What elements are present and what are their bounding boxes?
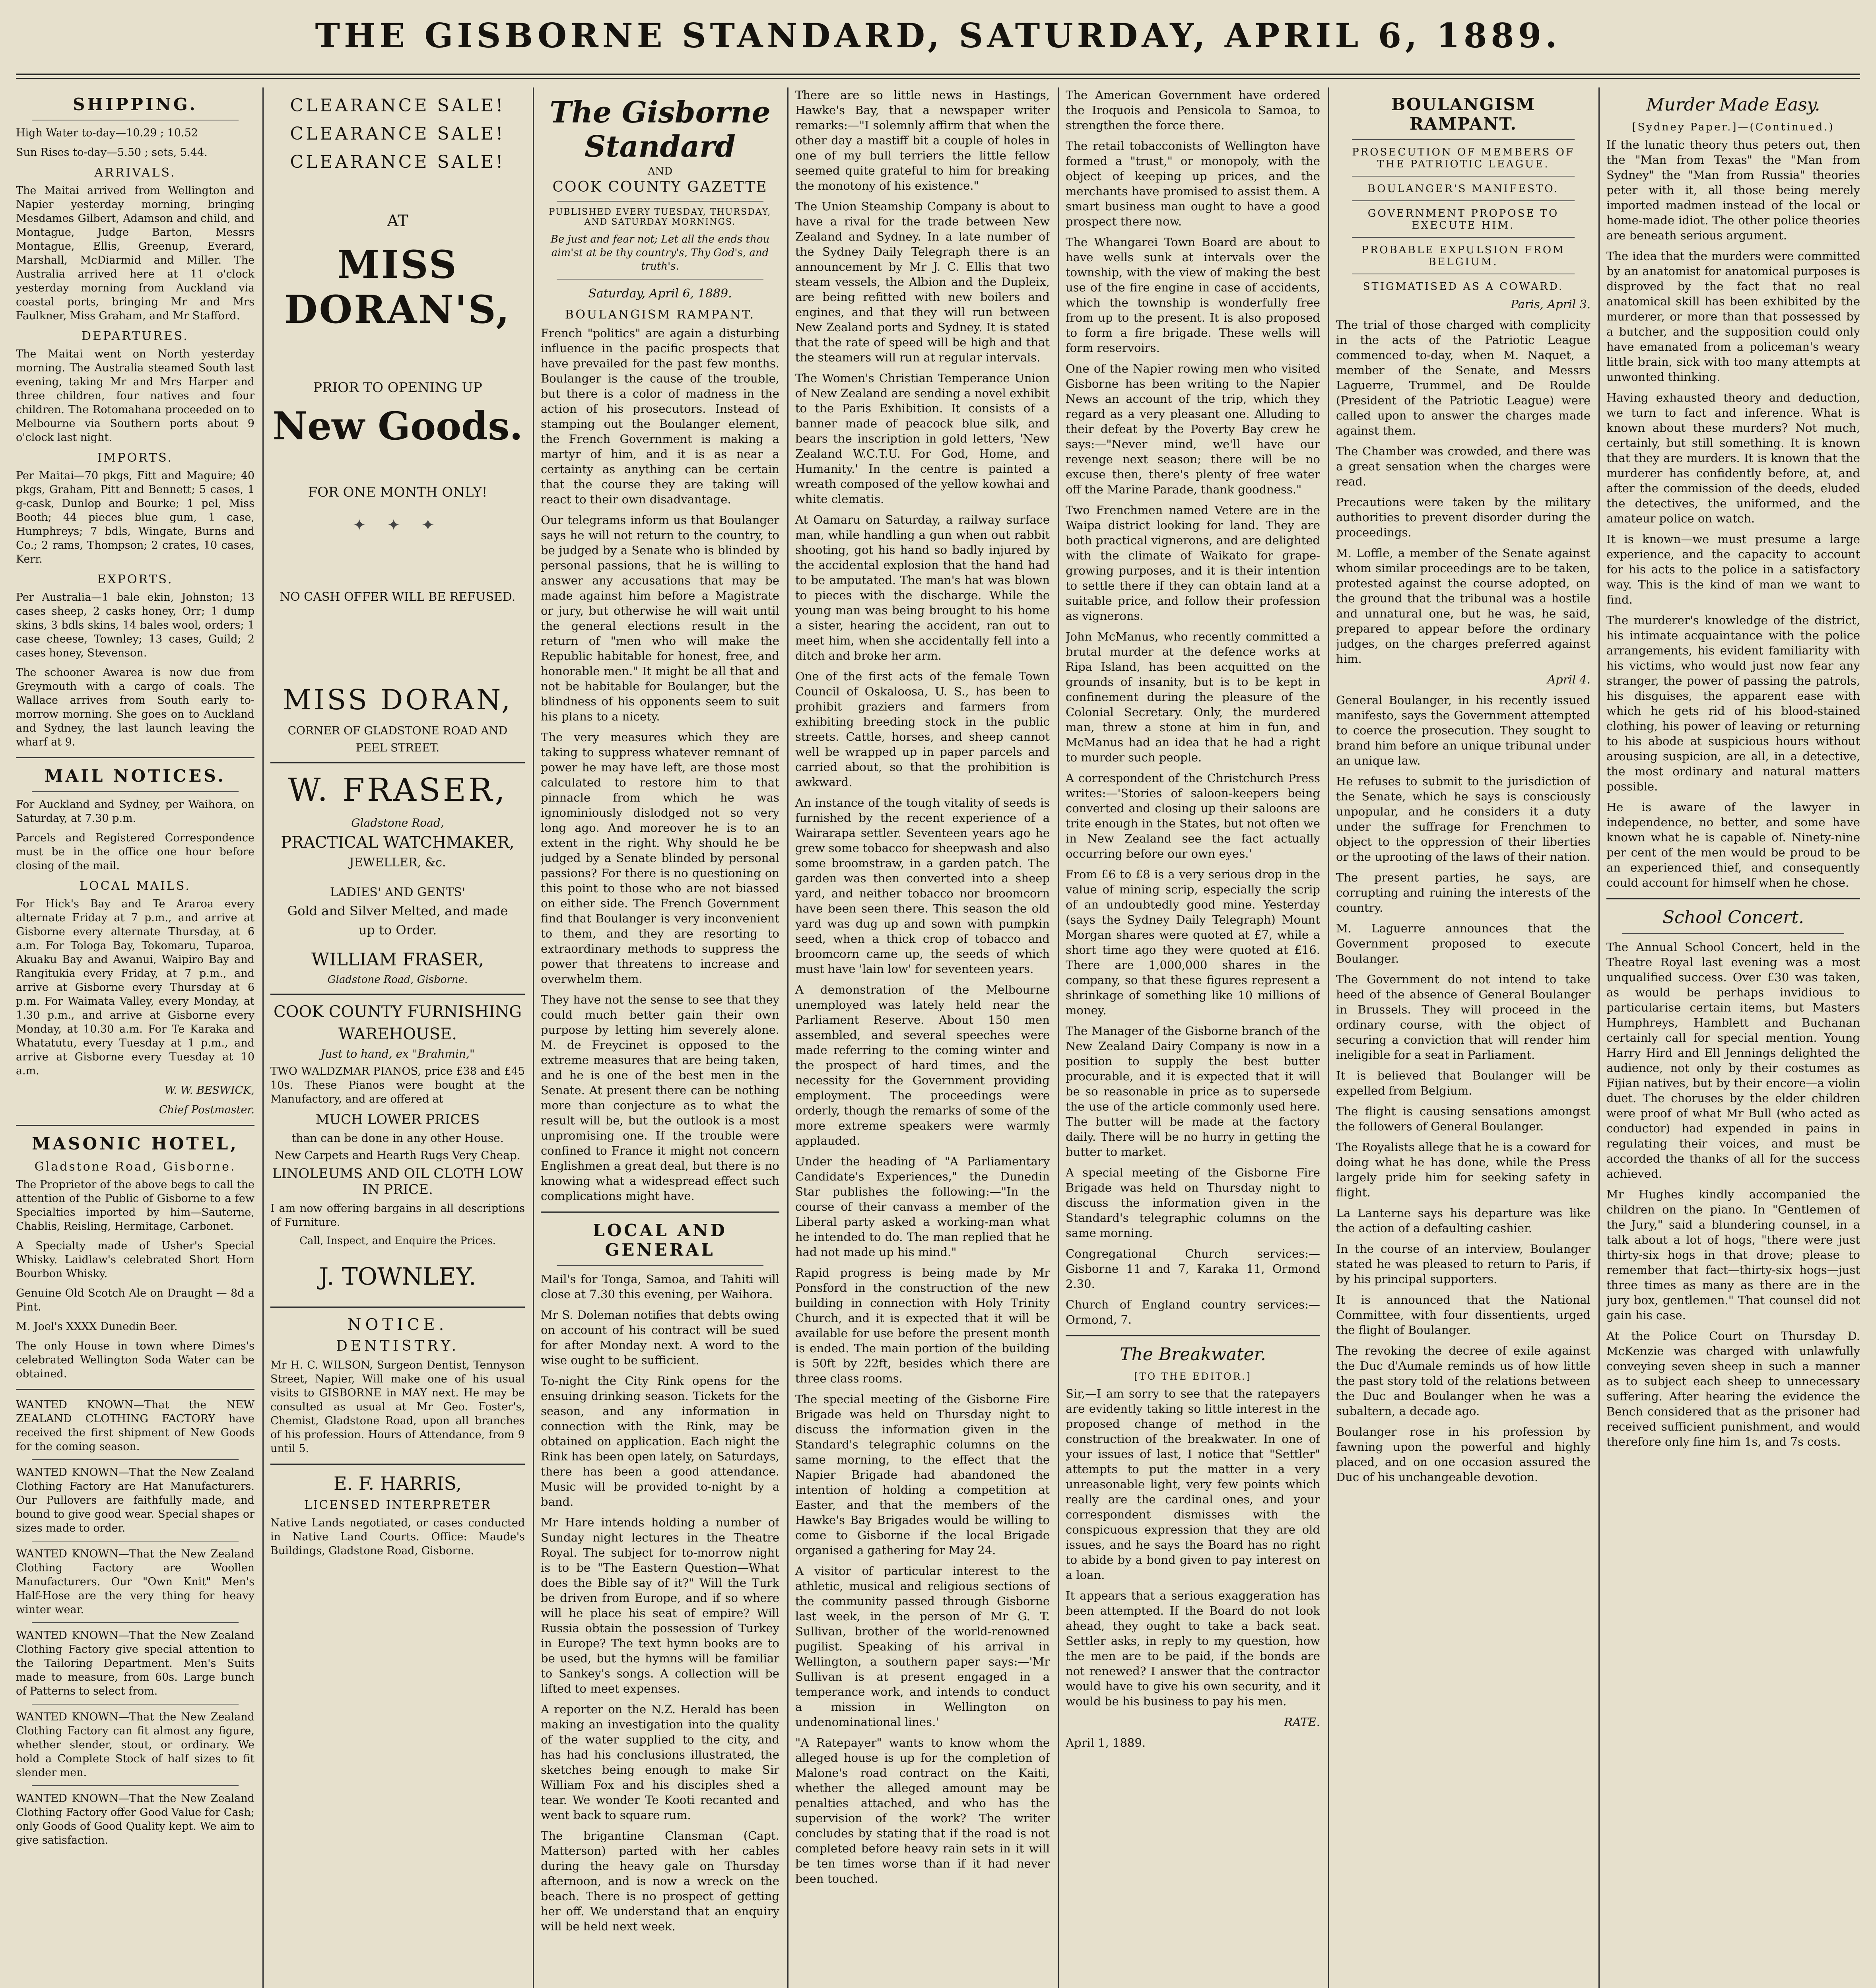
breakwater-letter-2: It appears that a serious exaggeration has been attempted. If the Board do not look ahead, they ought to take a back seat. Settler asks, in reply to my question, how the men are to be paid, if the bonds are not renewed? I answer that the contractor would have to give his own security, and it would be his business to pay his men. (1066, 1589, 1320, 1708)
local-item-5: A reporter on the N.Z. Herald has been making an investigation into the quality of the water supplied to the city, and has had his conclusions illustrated, the sketches being enough to make Sir William Fox and his disciples shed a tear. We wonder Te Kooti recanted and went back to square rum. (541, 1703, 779, 1822)
boulangism-para-8: M. Laguerre announces that the Government proposed to execute Boulanger. (1336, 922, 1591, 965)
miss-dorans-heading: MISS DORAN'S, (284, 242, 511, 332)
news-item-5: One of the first acts of the female Town Council of Oskaloosa, U. S., has been to prohibit graziers and farmers from exhibiting breeding stock in the public streets. Cattle, horses, and sheep cannot well be wrapped up in paper parcels and carried about, so that the prohibition is awkward. (795, 670, 1050, 789)
jeweller-line: JEWELLER, &c. (349, 856, 446, 870)
wanted-ad-1: WANTED KNOWN—That the NEW ZEALAND CLOTHING FACTORY have received the first shipment of New Goods for the coming season. (16, 1399, 254, 1453)
news-item-6: An instance of the tough vitality of seeds is furnished by the recent experience of a Wairarapa settler. Seventeen years ago he grew some tobacco for sheepwash and also some broomstraw, in a garden patch. The garden was then converted into a sheep yard, and neither tobacco nor broomcorn have been seen there. This season the old yard was dug up and sown with pumpkin seed, when a thick crop of tobacco and broomcorn came up, the seeds of which must have 'lain low' for seventeen years. (795, 796, 1050, 976)
clearance-sale-3: CLEARANCE SALE! (290, 152, 505, 172)
notice-heading: NOTICE. (347, 1316, 448, 1334)
soda-text: The only House in town where Dimes's celebrated Wellington Soda Water can be obtained. (16, 1340, 254, 1380)
much-lower-prices: MUCH LOWER PRICES (315, 1112, 480, 1128)
boulangism-sub-5: STIGMATISED AS A COWARD. (1363, 281, 1564, 293)
issue-date: Saturday, April 6, 1889. (588, 287, 732, 301)
local-item-3: To-night the City Rink opens for the ensuing drinking season. Tickets for the season, and any information in connection with the Rink, may be obtained on application. Each night the Rink has been open lately, on Saturdays, there has been a good attendance. Music will be provided to-night by a band. (541, 1374, 779, 1508)
william-fraser-name: WILLIAM FRASER, (311, 949, 484, 970)
news-item-21: The Manager of the Gisborne branch of the New Zealand Dairy Company is now in a position to supply the best butter procurable, and it is expected that it will be so reasonable in price as to supersede the use of the article commonly used here. The butter will be made at the factory daily. There will be no hurry in getting the butter to market. (1066, 1024, 1320, 1159)
news-item-16: One of the Napier rowing men who visited Gisborne has been writing to the Napier News an account of the trip, which they regard as a very pleasant one. Alluding to their defeat by the Poverty Bay crew he says:—"Never mind, we'll have our revenge next season; there will be no excuse then, there's plenty of free water off the Marine Parade, thank goodness." (1066, 362, 1320, 496)
boulangism-sub-2: BOULANGER'S MANIFESTO. (1367, 183, 1559, 195)
clearance-sale-2: CLEARANCE SALE! (290, 124, 505, 144)
pianos-text: TWO WALDZMAR PIANOS, price £38 and £45 10s. These Pianos were bought at the Manufactory, and are offered at (270, 1065, 525, 1105)
column-news-2 (1066, 87, 1320, 1988)
published-line: PUBLISHED EVERY TUESDAY, THURSDAY, AND SATURDAY MORNINGS. (549, 207, 771, 227)
column-editorial (541, 87, 779, 1988)
fraser-address-2: Gladstone Road, Gisborne. (327, 974, 468, 986)
column-divider (262, 87, 264, 1988)
news-item-8: Under the heading of "A Parliamentary Candidate's Experiences," the Dunedin Star publishes the following:—"In the course of their canvass a member of the Liberal party asked a working-man what he intended to do. The man replied that he had not made up his mind." (795, 1155, 1050, 1259)
murder-para-1: If the lunatic theory thus peters out, then the "Man from Texas" the "Man from Sydney" the "Man from Russia" theories peter with it, all those being merely imported madmen instead of the local or home-made idiot. The other police theories are beneath serious argument. (1606, 138, 1860, 242)
boulangism-para-6: He refuses to submit to the jurisdiction of the Senate, which he says is consciously unpopular, and he considers it a duty under the suffrage for Frenchmen to object to the oppression of their liberties or the uprooting of the laws of their nation. (1336, 775, 1591, 864)
dateline-april-4: April 4. (1547, 673, 1591, 686)
arrivals-text: The Maitai arrived from Wellington and Napier yesterday morning, bringing Mesdames Gilbert, Adamson and child, and Montague, Judge Barton, Messrs Montague, Ellis, Greenup, Everard, Marshall, McDiarmid and Miller. The Australia arrived here at 11 o'clock yesterday morning from Auckland via coastal ports, bringing Mr and Mrs Faulkner, Miss Graham, and Mr Stafford. (16, 184, 254, 322)
miss-doran-name: MISS DORAN, (282, 683, 513, 716)
boulangism-para-12: The Royalists allege that he is a coward for doing what he has done, while the Press largely pride him for seeking safety in flight. (1336, 1140, 1591, 1199)
linoleums-line: LINOLEUMS AND OIL CLOTH LOW IN PRICE. (272, 1166, 523, 1198)
column-divider (787, 87, 788, 1988)
interpreter-line: LICENSED INTERPRETER (304, 1498, 491, 1512)
news-item-19: A correspondent of the Christchurch Press writes:—'Stories of saloon-keepers being converted and closing up their saloons are trite enough in the States, but not often we in New Zealand see the fact actually occurring before our own eyes.' (1066, 771, 1320, 860)
mail-notice-2: Parcels and Registered Correspondence must be in the office one hour before closing of the mail. (16, 832, 254, 872)
column-divider (1058, 87, 1059, 1988)
to-the-editor: [TO THE EDITOR.] (1134, 1371, 1252, 1382)
editorial-para-4: They have not the sense to see that they could much better gain their own purpose by letting him severely alone. M. de Freycinet is opposed to the extreme measures that are being taken, and he is one of the best men in the Senate. At present there can be nothing more than conjecture as to what the result will be, but the outlook is a most unpromising one. If the trouble were confined to France it might not concern Englishmen a great deal, but there is no knowing what a widespread effect such complications might have. (541, 993, 779, 1203)
anglican-services: Church of England country services:—Ormond, 7. (1066, 1298, 1320, 1326)
new-goods-heading: New Goods. (272, 404, 523, 448)
boulangism-para-11: The flight is causing sensations amongst the followers of General Boulanger. (1336, 1105, 1591, 1133)
just-landed: Just to hand, ex "Brahmin," (320, 1047, 475, 1060)
than-any-house: than can be done in any other House. (291, 1132, 504, 1145)
imports-heading: IMPORTS. (97, 451, 173, 465)
editorial-para-2: Our telegrams inform us that Boulanger says he will not return to the country, to be judged by a Senate who is blinded by personal passions, that he is willing to answer any accusations that may be made against him before a Magistrate or jury, but otherwise he will wait until the general elections result in the return of "men who will make the Republic habitable for honest, free, and honorable men." It might be all that and not be habitable for Boulanger, but the blindness of his opponents seem to suit his plans to a nicety. (541, 513, 779, 723)
warehouse-heading: WAREHOUSE. (338, 1025, 457, 1043)
tide-line: High Water to-day—10.29 ; 10.52 (16, 127, 198, 139)
paper-motto: Be just and fear not; Let all the ends thou aim'st at be thy country's, Thy God's, and truth's. (550, 233, 770, 272)
boulangism-para-14: In the course of an interview, Boulanger stated he was pleased to return to Paris, if by his principal supporters. (1336, 1242, 1591, 1286)
murder-para-5: The murderer's knowledge of the district, his intimate acquaintance with the police arrangements, his evident familiarity with his victims, who would just now fear any stranger, the power of passing the patrols, his disguises, the apparent ease with which he gets rid of his blood-stained clothing, his power of leaving or returning to his abode at suspicious hours without arousing suspicion, are all, in a detective, the most ordinary and natural matters possible. (1606, 613, 1860, 793)
column-shipping (16, 87, 254, 1988)
clearance-sale-1: CLEARANCE SALE! (290, 95, 505, 116)
mail-notice-1: For Auckland and Sydney, per Waihora, on Saturday, at 7.30 p.m. (16, 798, 254, 825)
news-item-18: John McManus, who recently committed a brutal murder at the defence works at Ripa Island, has been acquitted on the grounds of insanity, but is to be kept in confinement during the pleasure of the Colonial Secretary. Only, the murdered man, threw a stone at him in fun, and McManus had an idea that he had a right to murder such people. (1066, 630, 1320, 764)
murder-heading: Murder Made Easy. (1646, 95, 1820, 115)
call-inspect: Call, Inspect, and Enquire the Prices. (299, 1235, 496, 1247)
boulangism-para-4: M. Loffle, a member of the Senate against whom similar proceedings are to be taken, protested against the course adopted, on the ground that the tribunal was a hostile and unnatural one, but he was, he said, prepared to appear before the ordinary judges, on the charges preferred against him. (1336, 546, 1591, 666)
murder-para-6: He is aware of the lawyer in independence, no better, and some have known what he is capable of. Ninety-nine per cent of the men would be proud to be an experienced thief, and consequently could account for himself when he chose. (1606, 800, 1860, 889)
column-advertisements (270, 87, 525, 1988)
school-concert-heading: School Concert. (1662, 907, 1804, 928)
wanted-ad-5: WANTED KNOWN—That the New Zealand Clothing Factory can fit almost any figure, whether slender, stout, or ordinary. We hold a Complete Stock of half sizes to fit slender men. (16, 1711, 254, 1779)
masonic-hotel-heading: MASONIC HOTEL, (32, 1134, 239, 1153)
column-boulangism (1336, 87, 1591, 1988)
column-news-1 (795, 87, 1050, 1988)
prior-to-opening: PRIOR TO OPENING UP (313, 380, 482, 396)
sun-line: Sun Rises to-day—5.50 ; sets, 5.44. (16, 146, 208, 159)
masthead-rule-thin (16, 78, 1860, 79)
watchmaker-line: PRACTICAL WATCHMAKER, (281, 833, 515, 852)
boulangism-para-1: The trial of those charged with complicity in the acts of the Patriotic League commenced to-day, when M. Naquet, a member of the Senate, and Messrs Laguerre, Trummel, and De Roulde (President of the Patriotic League) were called upon to answer the charges made against them. (1336, 318, 1591, 437)
police-court-text: At the Police Court on Thursday D. McKenzie was charged with unlawfully conveying seven sheep in such a manner as to subject each sheep to unnecessary suffering. After hearing the evidence the Bench considered that as the prisoner had received sufficient punishment, and would therefore only fine him 1s, and 7s costs. (1606, 1329, 1860, 1448)
cook-county-heading: COOK COUNTY FURNISHING (273, 1003, 522, 1021)
local-mails-text: For Hick's Bay and Te Araroa every alternate Friday at 7 p.m., and arrive at Gisborne every alternate Thursday, at 6 a.m. For Tologa Bay, Tokomaru, Tuparoa, Akuaku Bay and Awanui, Waipiro Bay and Rangitukia every Friday, at 7 p.m., and arrive at Gisborne every Thursday at 6 p.m. For Waimata Valley, every Monday, at 1.30 p.m., and arrive at Gisborne every Monday, at 10.30 a.m. For Te Karaka and Whatatutu, every Tuesday at 1 p.m., and arrive at Gisborne every Tuesday at 10 a.m. (16, 898, 254, 1077)
breakwater-heading: The Breakwater. (1120, 1344, 1266, 1365)
letter-signoff: RATE. (1284, 1715, 1320, 1729)
clearance-at: AT (387, 212, 408, 230)
carpets-line: New Carpets and Hearth Rugs Very Cheap. (275, 1149, 520, 1162)
townley-name: J. TOWNLEY. (319, 1263, 476, 1291)
postmaster-name: W. W. BESWICK, (164, 1084, 254, 1097)
newspaper-title: THE GISBORNE STANDARD, SATURDAY, APRIL 6, 1889. (315, 16, 1561, 55)
wanted-ad-2: WANTED KNOWN—That the New Zealand Clothing Factory are Hat Manufacturers. Our Pullovers are faithfully made, and bound to give good wear. Special shapes or sizes made to order. (16, 1466, 254, 1534)
boulangism-para-5: General Boulanger, in his recently issued manifesto, says the Government attempted to coerce the prosecution. They sought to brand him before an unique tribunal under an unique law. (1336, 693, 1591, 767)
news-item-20: From £6 to £8 is a very serious drop in the value of mining scrip, especially the scrip of an undoubtedly good mine. Yesterday (says the Sydney Daily Telegraph) Mount Morgan shares were quoted at £7, while a short time ago they were quoted at £16. There are 1,000,000 shares in the company, so that these figures represent a shrinkage of something like 10 millions of money. (1066, 868, 1320, 1017)
letter-date: April 1, 1889. (1066, 1736, 1146, 1749)
wanted-ad-3: WANTED KNOWN—That the New Zealand Clothing Factory are Woollen Manufacturers. Our "Own Knit" Men's Half-Hose are the very thing for heavy winter wear. (16, 1548, 254, 1616)
exports-text: Per Australia—1 bale ekin, Johnston; 13 cases sheep, 2 casks honey, Orr; 1 dump skins, 3 bdls skins, 14 bales wool, orders; 1 case cheese, Townley; 13 cases, Guild; 2 cases honey, Stevenson. (16, 591, 254, 659)
ornament-divider: ✦ ✦ ✦ (353, 516, 443, 534)
paper-subtitle: COOK COUNTY GAZETTE (552, 179, 768, 195)
ale-text: Genuine Old Scotch Ale on Draught — 8d a Pint. (16, 1287, 254, 1313)
news-item-1: There are so little news in Hastings, Hawke's Bay, that a newspaper writer remarks:—"I solemnly affirm that when the other day a mastiff bit a couple of holes in one of my bull terriers the little fellow seemed quite grateful to him for breaking the monotony of his existence." (795, 88, 1050, 192)
doran-corner: CORNER OF GLADSTONE ROAD AND (287, 724, 508, 737)
wanted-ad-4: WANTED KNOWN—That the New Zealand Clothing Factory give special attention to the Tailoring Department. Men's Suits made to measure, from 60s. Large bunch of Patterns to select from. (16, 1629, 254, 1697)
news-item-10: The special meeting of the Gisborne Fire Brigade was held on Thursday night to discuss the information given in the Standard's telegraphic columns on the same morning, to the effect that the Napier Brigade had abandoned the intention of holding a competition at Easter, and that the members of the Hawke's Bay Brigades would be willing to come to Gisborne if the local Brigade organised a gathering for May 24. (795, 1392, 1050, 1557)
exports-heading: EXPORTS. (97, 573, 173, 586)
local-mails-heading: LOCAL MAILS. (80, 879, 191, 893)
murder-para-2: The idea that the murders were committed by an anatomist for anatomical purposes is disproved by the fact that no real anatomical skill has been exhibited by the murderer, or more than that possessed by a butcher, and the supposition could only have emanated from a policeman's weary little brain, sick with too many attempts at unwonted thinking. (1606, 249, 1860, 384)
breakwater-letter: Sir,—I am sorry to see that the ratepayers are evidently taking so little interest in the proposed change of method in the construction of the breakwater. In one of your issues of last, I notice that "Settler" attempts to put the matter in a very unreasonable light, very few points which really are the cardinal ones, and your correspondent dismisses with the conspicuous expression that they are old issues, and he says the Board has no right to abide by a bond given to pay interest on a loan. (1066, 1387, 1320, 1582)
masonic-hotel-address: Gladstone Road, Gisborne. (34, 1160, 236, 1174)
editorial-para-3: The very measures which they are taking to suppress whatever remnant of power he may have left, are those most calculated to restore him to that pinnacle from which he was ignominiously dislodged not so very long ago. And moreover he is to an extent in the right. Why should he be judged by a Senate blinded by personal passions? For there is no questioning on this point to those who are not biassed on either side. The French Government find that Boulanger is very inconvenient to them, and they are resorting to extraordinary methods to suppress the power that threatens to increase and overwhelm them. (541, 730, 779, 986)
mail-notices-heading: MAIL NOTICES. (45, 766, 226, 786)
local-general-heading: LOCAL AND GENERAL (593, 1221, 727, 1260)
column-divider (533, 87, 534, 1988)
fraser-address: Gladstone Road, (351, 816, 444, 829)
murder-para-4: It is known—we must presume a large experience, and the capacity to account for his acts to the police in a satisfactory way. This is the kind of man we want to find. (1606, 532, 1860, 606)
boulangism-para-7: The present parties, he says, are corrupting and ruining the interests of the country. (1336, 871, 1591, 914)
local-item-6: The brigantine Clansman (Capt. Matterson) parted with her cables during the heavy gale on Thursday afternoon, and is now a wreck on the beach. There is no prospect of getting her off. We understand that an enquiry will be held next week. (541, 1829, 779, 1933)
masthead-rule (16, 74, 1860, 75)
masonic-text: The Proprietor of the above begs to call the attention of the Public of Gisborne to a few Specialties imported by him—Sauterne, Chablis, Reisling, Hermitage, Carbonet. (16, 1178, 254, 1233)
editorial-para-1: French "politics" are again a disturbing influence in the pacific prospects that have prevailed for the past few months. Boulanger is the cause of the trouble, but there is a color of madness in the action of his prosecutors. Instead of stamping out the Boulanger element, the French Government is making a martyr of him, and it is as near a certainty as anything can be certain that the course they are taking will react to their own disadvantage. (541, 326, 779, 506)
column-murder-made-easy (1606, 87, 1860, 1988)
masthead (0, 16, 1876, 76)
news-item-14: The retail tobacconists of Wellington have formed a "trust," or monopoly, with the object of keeping up prices, and the merchants have promised to assist them. A smart business man ought to have a good prospect there now. (1066, 139, 1320, 228)
column-divider (1598, 87, 1600, 1988)
news-item-15: The Whangarei Town Board are about to have wells sunk at intervals over the township, with the view of making the best use of the fire engine in case of accidents, which the township is wonderfully free from up to the present. It is also proposed to form a fire brigade. These wells will form reservoirs. (1066, 235, 1320, 355)
wanted-ad-6: WANTED KNOWN—That the New Zealand Clothing Factory offer Good Value for Cash; only Goods of Good Quality kept. We aim to give satisfaction. (16, 1792, 254, 1846)
doran-peel: PEEL STREET. (355, 741, 440, 754)
editorial-heading: BOULANGISM RAMPANT. (565, 308, 755, 322)
news-item-17: Two Frenchmen named Vetere are in the Waipa district looking for land. They are both practical vignerons, and are delighted with the climate of Waikato for grape-growing purposes, and it is their intention to settle there if they can obtain land at a suitable price, and follow their profession as vignerons. (1066, 503, 1320, 623)
school-concert-text-2: Mr Hughes kindly accompanied the children on the piano. In "Gentlemen of the Jury," said a blundering counsel, in a talk about a lot of hogs, "there were just thirty-six hogs in that drove; please to remember that fact—thirty-six hogs—just three times as many as there are in the jury box, gentlemen." That counsel did not gain his case. (1606, 1188, 1860, 1322)
departures-heading: DEPARTURES. (82, 329, 189, 343)
wilson-dentist-text: Mr H. C. WILSON, Surgeon Dentist, Tennyson Street, Napier, Will make one of his usual visits to GISBORNE in MAY next. He may be consulted as usual at Mr Geo. Foster's, Chemist, Gladstone Road, upon all branches of his profession. Hours of Attendance, from 9 until 5. (270, 1359, 525, 1455)
departures-text: The Maitai went on North yesterday morning. The Australia steamed South last evening, taking Mr and Mrs Harper and three children, four natives and four children. The Rotomahana proceeded on to Melbourne via Southern ports about 9 o'clock last night. (16, 348, 254, 444)
imports-text: Per Maitai—70 pkgs, Fitt and Maguire; 40 pkgs, Graham, Pitt and Bennett; 5 cases, 1 g-cask, Dunlop and Bourke; 1 pel, Miss Booth; 44 pieces blue gum, 1 case, Humphreys; 7 bdls, Wingate, Burns and Co.; 2 rams, Thompson; 2 crates, 10 cases, Kerr. (16, 470, 254, 565)
paper-title: The Gisborne Standard (550, 95, 771, 164)
news-item-4: At Oamaru on Saturday, a railway surface man, while handling a gun when out rabbit shooting, got his hand so badly injured by the accidental explosion that the hand had to be amputated. The man's hat was blown to pieces with the discharge. While the young man was being brought to his home a sister, hearing the accident, ran out to meet him, when she accidentally fell into a ditch and broke her arm. (795, 513, 1050, 662)
boulangism-para-15: It is announced that the National Committee, with four dissentients, urged the flight of Boulanger. (1336, 1293, 1591, 1337)
boulangism-sub-3: GOVERNMENT PROPOSE TO EXECUTE HIM. (1367, 208, 1559, 231)
no-cash-refused: NO CASH OFFER WILL BE REFUSED. (280, 590, 516, 604)
news-item-13: The American Government have ordered the Iroquois and Pensicola to Samoa, to strengthen the force there. (1066, 88, 1320, 132)
boulangism-para-2: The Chamber was crowded, and there was a great sensation when the charges were read. (1336, 445, 1591, 488)
dateline-paris: Paris, April 3. (1511, 297, 1591, 311)
boulangism-sub-4: PROBABLE EXPULSION FROM BELGIUM. (1361, 244, 1565, 268)
ladies-gents: LADIES' AND GENTS' (330, 885, 466, 899)
harris-text: Native Lands negotiated, or cases conducted in Native Land Courts. Office: Maude's Buildings, Gladstone Road, Gisborne. (270, 1517, 525, 1557)
boulangism-para-3: Precautions were taken by the military authorities to prevent disorder during the proceedings. (1336, 495, 1591, 539)
boulangism-para-9: The Government do not intend to take heed of the absence of General Boulanger in Brussels. They will proceed in the ordinary course, with the object of securing a conviction that will render him ineligible for a seat in Parliament. (1336, 973, 1591, 1062)
whisky-text: A Specialty made of Usher's Special Whisky. Laidlaw's celebrated Short Horn Bourbon Whisky. (16, 1240, 254, 1280)
news-item-22: A special meeting of the Gisborne Fire Brigade was held on Thursday night to discuss the information given in the Standard's telegraphic columns on the same morning. (1066, 1166, 1320, 1240)
paper-and: AND (647, 165, 673, 177)
gold-silver-line: Gold and Silver Melted, and made (287, 903, 508, 918)
bargains-text: I am now offering bargains in all descriptions of Furniture. (270, 1202, 525, 1229)
boulangism-para-13: La Lanterne says his departure was like the action of a defaulting cashier. (1336, 1206, 1591, 1235)
arrivals-heading: ARRIVALS. (94, 166, 176, 180)
one-month-only: FOR ONE MONTH ONLY! (308, 484, 487, 500)
school-concert-text: The Annual School Concert, held in the Theatre Royal last evening was a most unqualified success. Over £30 was taken, as would be perhaps invidious to particularise certain items, but Masters Humphreys, Hamblett and Buchanan certainly call for special mention. Young Harry Hird and Ell Jennings delighted the audience, not only by their costumes as Fijian natives, but by their encore—a violin duet. The choruses by the elder children were proof of what Mr Bull (who acted as conductor) had expended in pains in regulating their voices, and must be accorded the thanks of all for the success achieved. (1606, 940, 1860, 1180)
beer-text: M. Joel's XXXX Dunedin Beer. (16, 1320, 178, 1333)
news-item-3: The Women's Christian Temperance Union of New Zealand are sending a novel exhibit to the Paris Exhibition. It consists of a banner made of peacock blue silk, and bears the inscription in gold letters, 'New Zealand W.C.T.U. For God, Home, and Humanity.' In the centre is painted a wreath composed of the yellow kowhai and white clematis. (795, 371, 1050, 506)
local-item-1: Mail's for Tonga, Samoa, and Tahiti will close at 7.30 this evening, per Waihora. (541, 1272, 779, 1301)
boulangism-sub-1: PROSECUTION OF MEMBERS OF THE PATRIOTIC LEAGUE. (1352, 146, 1575, 170)
dentistry-heading: DENTISTRY. (336, 1338, 460, 1354)
postmaster-title: Chief Postmaster. (159, 1104, 254, 1116)
murder-source: [Sydney Paper.]—(Continued.) (1632, 121, 1835, 133)
boulangism-para-10: It is believed that Boulanger will be expelled from Belgium. (1336, 1069, 1591, 1097)
harris-name: E. F. HARRIS, (333, 1473, 462, 1494)
news-item-7: A demonstration of the Melbourne unemployed was lately held near the Parliament Reserve. About 150 men assembled, and several speeches were made referring to the coming winter and the prospect of hard times, and the necessity for the Government providing employment. The proceedings were orderly, though the remarks of some of the more extreme speakers were warmly applauded. (795, 983, 1050, 1147)
news-item-11: A visitor of particular interest to the athletic, musical and religious sections of the community passed through Gisborne last week, in the person of Mr G. T. Sullivan, brother of the world-renowned pugilist. Speaking of his arrival in Wellington, a southern paper says:—'Mr Sullivan is at present engaged in a temperance work, and intends to conduct a mission in Wellington on undenominational lines.' (795, 1564, 1050, 1729)
fraser-name: W. FRASER, (288, 771, 507, 808)
schooner-text: The schooner Awarea is now due from Greymouth with a cargo of coals. The Wallace arrives from South early to-morrow morning. She goes on to Auckland and Sydney, the last launch leaving the wharf at 9. (16, 666, 254, 748)
news-item-2: The Union Steamship Company is about to have a rival for the trade between New Zealand and Sydney. In a late number of the Sydney Daily Telegraph there is an announcement by Mr J. C. Ellis that two steam vessels, the Albion and the Dupleix, are being refitted with new boilers and engines, and that they will run between New Zealand ports and Sydney. It is stated that the rate of speed will be high and that the steamers will run at regular intervals. (795, 200, 1050, 364)
column-divider (1328, 87, 1329, 1988)
boulangism-heading: BOULANGISM RAMPANT. (1391, 95, 1536, 134)
shipping-heading: SHIPPING. (73, 95, 198, 114)
local-item-2: Mr S. Doleman notifies that debts owing on account of his contract will be sued for after Monday next. A word to the wise ought to be sufficient. (541, 1308, 779, 1367)
news-item-12: "A Ratepayer" wants to know whom the alleged house is up for the completion of Malone's road contract on the Kaiti, whether the alleged amount may be penalties attached, and who has the supervision of the work? The writer concludes by stating that if the road is not completed before heavy rain sets in it will be ten times worse than if it had never been touched. (795, 1736, 1050, 1885)
boulangism-para-17: Boulanger rose in his profession by fawning upon the powerful and highly placed, and on one occasion assured the Duc of his unchangeable devotion. (1336, 1425, 1591, 1484)
local-item-4: Mr Hare intends holding a number of Sunday night lectures in the Theatre Royal. The subject for to-morrow night is to be "The Eastern Question—What does the Bible say of it?" Will the Turk be driven from Europe, and if so where will he place his seat of empire? Will Russia obtain the possession of Turkey in Europe? The text hymn books are to be used, but the hymns will be familiar to Sankey's songs. A collection will be lifted to meet expenses. (541, 1516, 779, 1695)
up-to-order: up to Order. (358, 922, 437, 938)
news-item-9: Rapid progress is being made by Mr Ponsford in the construction of the new building in connection with Holy Trinity Church, and it is expected that it will be available for use before the present month is ended. The main portion of the building is 50ft by 22ft, besides which there are three class rooms. (795, 1266, 1050, 1385)
boulangism-para-16: The revoking the decree of exile against the Duc d'Aumale reminds us of how little the past story told of the relations between the Duc and Boulanger when he was a subaltern, a decade ago. (1336, 1344, 1591, 1418)
congregational-services: Congregational Church services:—Gisborne 11 and 7, Karaka 11, Ormond 2.30. (1066, 1247, 1320, 1291)
murder-para-3: Having exhausted theory and deduction, we turn to fact and inference. What is known about these murders? Not much, certainly, but still something. It is known that they are murders. It is known that the murderer has confidently before, at, and after the commission of the deeds, eluded the detectives, the uniformed, and the amateur police on watch. (1606, 391, 1860, 525)
